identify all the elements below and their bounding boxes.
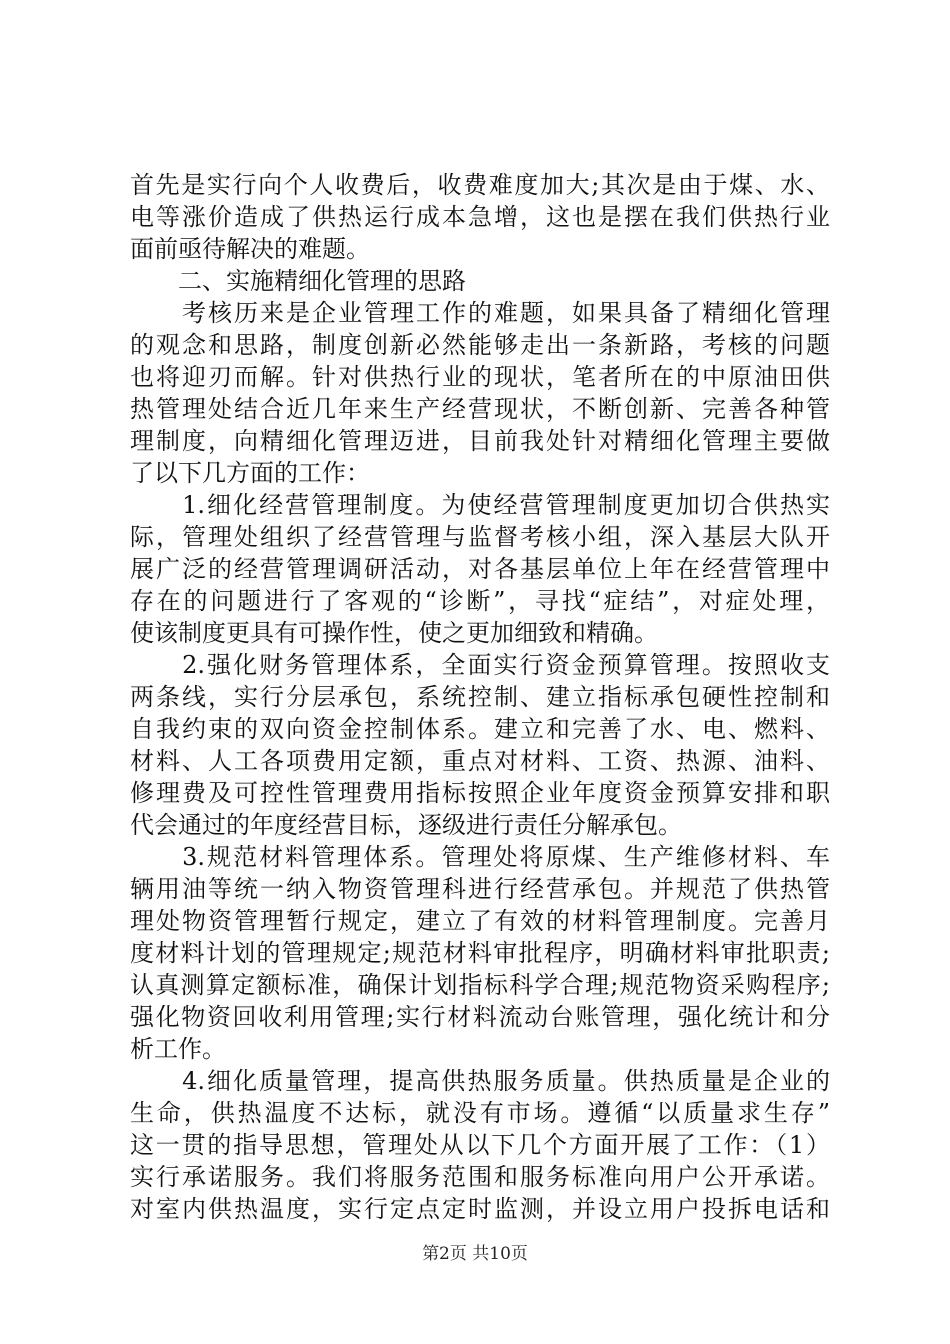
text-line: 1.细化经营管理制度。为使经营管理制度更加切合供热实 [130, 491, 830, 519]
text-line: 也将迎刃而解。针对供热行业的现状，笔者所在的中原油田供 [130, 363, 830, 391]
text-line: 的观念和思路，制度创新必然能够走出一条新路，考核的问题 [130, 331, 830, 359]
text-line: 认真测算定额标准，确保计划指标科学合理;规范物资采购程序; [130, 971, 830, 999]
text-line: 辆用油等统一纳入物资管理科进行经营承包。并规范了供热管 [130, 875, 830, 903]
text-line: 两条线，实行分层承包，系统控制、建立指标承包硬性控制和 [130, 683, 830, 711]
text-line: 使该制度更具有可操作性，使之更加细致和精确。 [130, 619, 658, 647]
text-line: 修理费及可控性管理费用指标按照企业年度资金预算安排和职 [130, 779, 830, 807]
text-line: 展广泛的经营管理调研活动，对各基层单位上年在经营管理中 [130, 555, 830, 583]
text-line: 4.细化质量管理，提高供热服务质量。供热质量是企业的 [130, 1067, 830, 1095]
text-line: 存在的问题进行了客观的“诊断”，寻找“症结”，对症处理， [130, 587, 830, 615]
page-footer: 第2页 共10页 [422, 1244, 528, 1264]
document-body [130, 169, 830, 1225]
text-line: 理制度，向精细化管理迈进，目前我处针对精细化管理主要做 [130, 427, 830, 455]
text-line: 了以下几方面的工作： [130, 459, 370, 487]
text-line: 二、实施精细化管理的思路 [130, 267, 466, 295]
text-line: 热管理处结合近几年来生产经营现状，不断创新、完善各种管 [130, 395, 830, 423]
text-line: 材料、人工各项费用定额，重点对材料、工资、热源、油料、 [130, 747, 830, 775]
text-line: 代会通过的年度经营目标，逐级进行责任分解承包。 [130, 811, 682, 839]
text-line: 自我约束的双向资金控制体系。建立和完善了水、电、燃料、 [130, 715, 830, 743]
text-line: 考核历来是企业管理工作的难题，如果具备了精细化管理 [130, 299, 830, 327]
text-line: 对室内供热温度，实行定点定时监测，并设立用户投拆电话和 [130, 1195, 830, 1223]
text-line: 电等涨价造成了供热运行成本急增，这也是摆在我们供热行业 [130, 203, 830, 231]
text-line: 实行承诺服务。我们将服务范围和服务标准向用户公开承诺。 [130, 1163, 830, 1191]
text-line: 2.强化财务管理体系，全面实行资金预算管理。按照收支 [130, 651, 830, 679]
text-line: 理处物资管理暂行规定，建立了有效的材料管理制度。完善月 [130, 907, 830, 935]
text-line: 3.规范材料管理体系。管理处将原煤、生产维修材料、车 [130, 843, 830, 871]
text-line: 际，管理处组织了经营管理与监督考核小组，深入基层大队开 [130, 523, 830, 551]
text-line: 强化物资回收利用管理;实行材料流动台账管理，强化统计和分 [130, 1003, 830, 1031]
text-line: 首先是实行向个人收费后，收费难度加大;其次是由于煤、水、 [130, 171, 830, 199]
text-line: 度材料计划的管理规定;规范材料审批程序，明确材料审批职责; [130, 939, 830, 967]
text-line: 这一贯的指导思想，管理处从以下几个方面开展了工作：（1） [130, 1131, 830, 1159]
text-line: 面前亟待解决的难题。 [130, 235, 370, 263]
text-line: 析工作。 [130, 1035, 226, 1063]
text-line: 生命，供热温度不达标，就没有市场。遵循“以质量求生存” [130, 1099, 830, 1127]
